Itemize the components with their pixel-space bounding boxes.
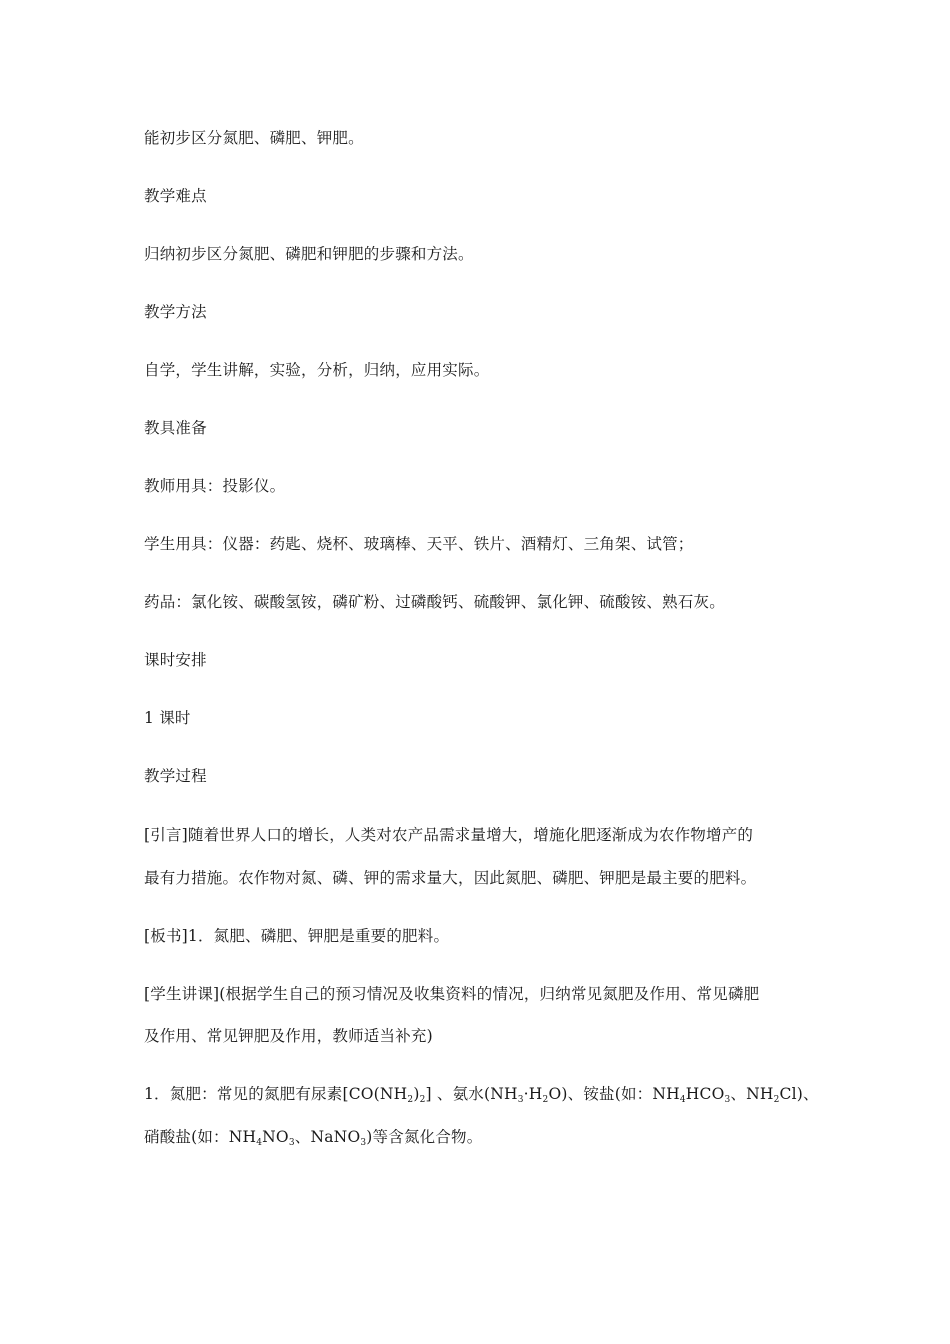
text-line: 最有力措施。农作物对氮、磷、钾的需求量大，因此氮肥、磷肥、钾肥是最主要的肥料。 bbox=[144, 869, 757, 887]
text-line: 1 课时 bbox=[144, 709, 191, 727]
formula-line: 1．氮肥：常见的氮肥有尿素$[CO(NH_2)_2]$ 、氨水$(NH_3\cdot H_2O)$、铵盐(如：$NH_4HCO_3$、$NH_2Cl$)、 bbox=[144, 1085, 819, 1105]
section-heading: 教具准备 bbox=[144, 419, 207, 437]
text-line: [板书]1．氮肥、磷肥、钾肥是重要的肥料。 bbox=[144, 927, 450, 945]
text-line: 能初步区分氮肥、磷肥、钾肥。 bbox=[144, 129, 364, 147]
formula-line: 硝酸盐(如：$NH_4NO_3$、NaNO$_3$)等含氮化合物。 bbox=[144, 1128, 483, 1148]
section-heading: 教学难点 bbox=[144, 187, 207, 205]
text-line: 归纳初步区分氮肥、磷肥和钾肥的步骤和方法。 bbox=[144, 245, 474, 263]
section-heading: 教学方法 bbox=[144, 303, 207, 321]
text-line: [学生讲课](根据学生自己的预习情况及收集资料的情况，归纳常见氮肥及作用、常见磷肥 bbox=[144, 985, 760, 1003]
section-heading: 课时安排 bbox=[144, 651, 207, 669]
text-line: [引言]随着世界人口的增长，人类对农产品需求量增大，增施化肥逐渐成为农作物增产的 bbox=[144, 826, 754, 844]
section-heading: 教学过程 bbox=[144, 767, 207, 785]
text-line: 药品：氯化铵、碳酸氢铵，磷矿粉、过磷酸钙、硫酸钾、氯化钾、硫酸铵、熟石灰。 bbox=[144, 593, 725, 611]
text-line: 学生用具：仪器：药匙、烧杯、玻璃棒、天平、铁片、酒精灯、三角架、试管； bbox=[144, 535, 694, 553]
text-line: 及作用、常见钾肥及作用，教师适当补充) bbox=[144, 1027, 433, 1045]
text-line: 教师用具：投影仪。 bbox=[144, 477, 286, 495]
text-line: 自学，学生讲解，实验，分析，归纳，应用实际。 bbox=[144, 361, 490, 379]
